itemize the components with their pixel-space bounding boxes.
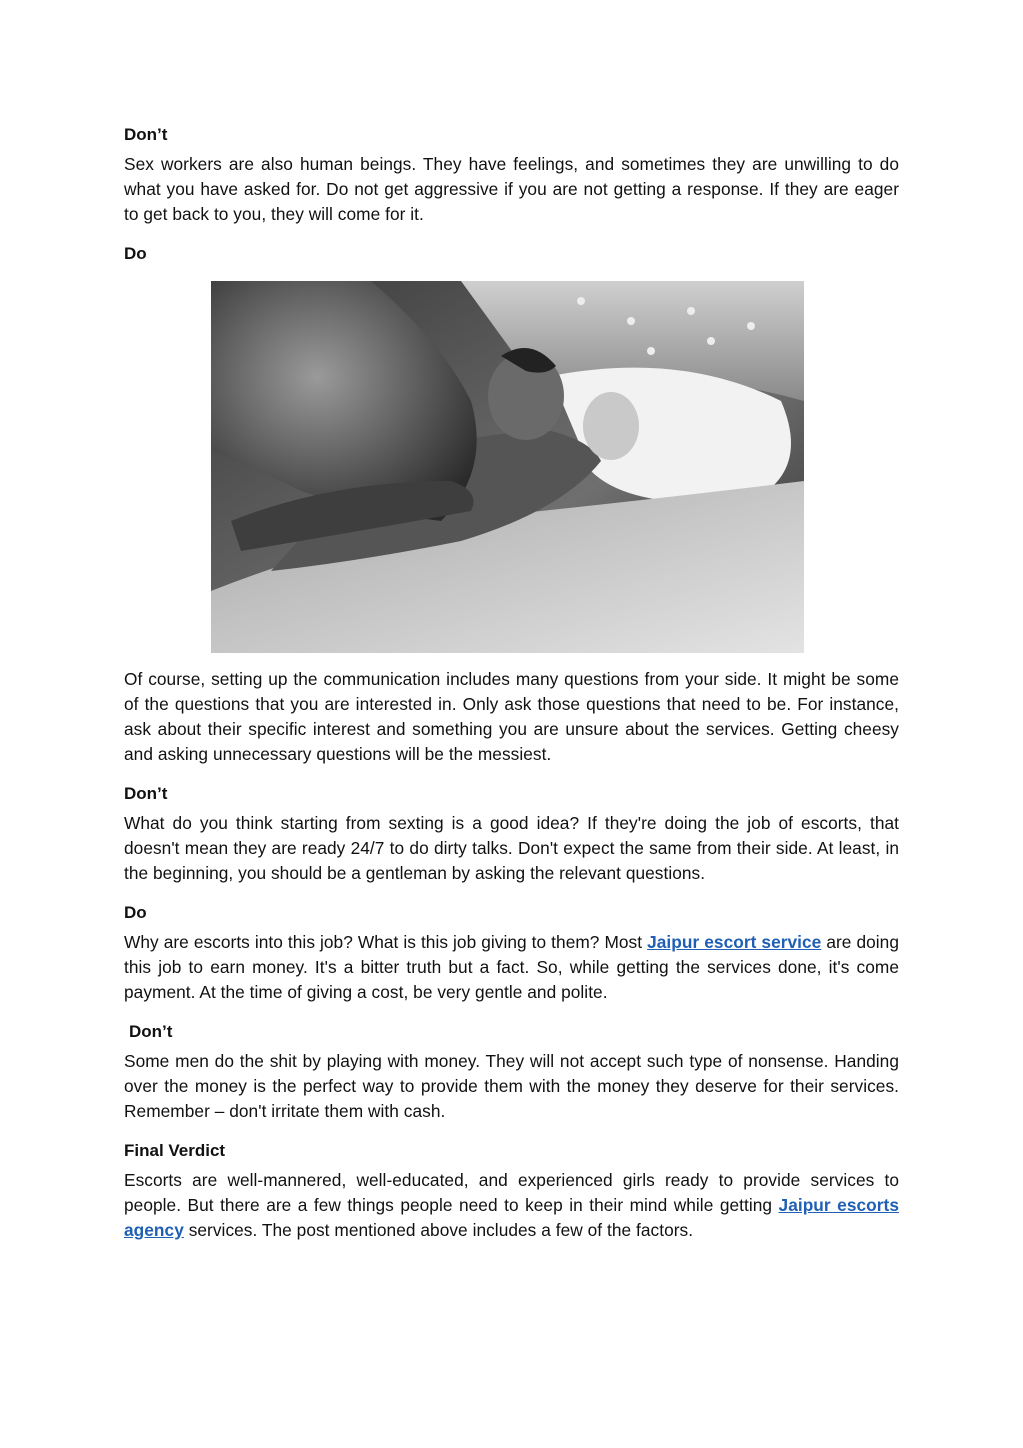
paragraph-5: Some men do the shit by playing with money. They will not accept such type of nonsense. Handing over the money is the perfect way to provide them with the money they deserve for their services. Remember – don't irritate them with cash. (124, 1051, 899, 1121)
paragraph-6 (124, 1168, 899, 1243)
paragraph-6-text-b: services. The post mentioned above includes a few of the factors. (183, 1220, 694, 1240)
couple-bed-photo (211, 281, 804, 653)
heading-dont-2: Don’t (124, 784, 168, 803)
paragraph-2: Of course, setting up the communication includes many questions from your side. It might be some of the questions that you are interested in. Only ask those questions that need to be. For instance, ask about their specific interest and something you are unsure about the services. Getting cheesy and asking unnecessary questions will be the messiest. (124, 669, 899, 764)
heading-do-1: Do (124, 244, 147, 263)
paragraph-6-text-a: Escorts are well-mannered, well-educated, and experienced girls ready to provide services to people. But there are a few things people need to keep in their mind while getting (124, 1170, 899, 1215)
paragraph-3: What do you think starting from sexting is a good idea? If they're doing the job of escorts, that doesn't mean they are ready 24/7 to do dirty talks. Don't expect the same from their side. At least, in the beginning, you should be a gentleman by asking the relevant questions. (124, 813, 899, 883)
heading-do-2: Do (124, 903, 147, 922)
paragraph-1: Sex workers are also human beings. They have feelings, and sometimes they are unwilling to do what you have asked for. Do not get aggressive if you are not getting a response. If they are eager to get back to you, they will come for it. (124, 154, 899, 224)
paragraph-4-text-a: Why are escorts into this job? What is this job giving to them? Most (124, 932, 648, 952)
paragraph-4-text-b: are doing this job to earn money. It's a bitter truth but a fact. So, while getting the services done, it's come payment. At the time of giving a cost, be very gentle and polite. (124, 932, 899, 1002)
jaipur-escorts-agency-link[interactable]: Jaipur escorts agency (124, 1195, 899, 1240)
heading-dont-1: Don’t (124, 125, 168, 144)
heading-dont-3: Don’t (129, 1022, 173, 1041)
photo-container (116, 281, 899, 653)
jaipur-escort-service-link[interactable]: Jaipur escort service (647, 932, 822, 952)
paragraph-4 (124, 930, 899, 1005)
document-page (124, 118, 899, 1253)
heading-final-verdict: Final Verdict (124, 1141, 226, 1160)
